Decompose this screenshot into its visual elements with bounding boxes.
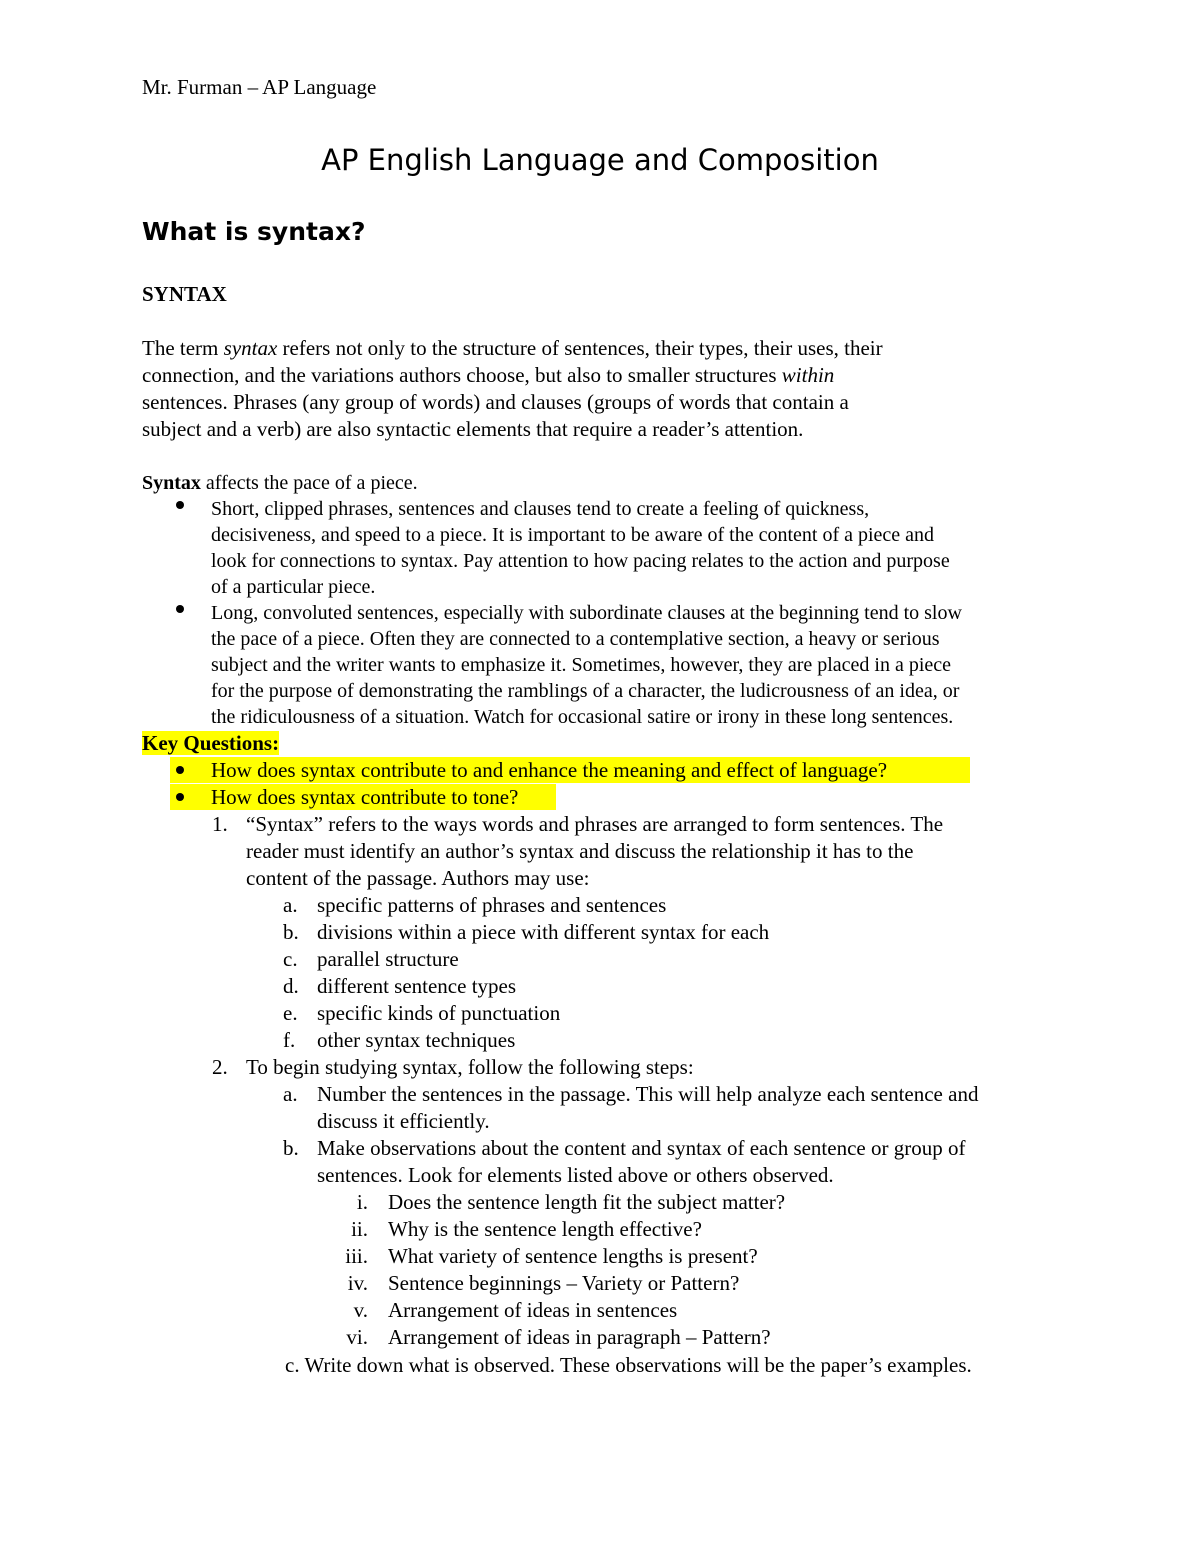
list-letter: d. — [283, 974, 299, 998]
item2a-line-2: discuss it efficiently. — [317, 1109, 490, 1133]
list-item: What variety of sentence lengths is present? — [388, 1244, 758, 1268]
pace-bullet-1-line-1: Short, clipped phrases, sentences and clauses tend to create a feeling of quickness, — [211, 498, 870, 520]
list-letter: f. — [283, 1028, 296, 1052]
list-item: Arrangement of ideas in paragraph – Pattern? — [388, 1325, 771, 1349]
pace-bullet-1-line-3: look for connections to syntax. Pay attention to how pacing relates to the action and purpose — [211, 550, 950, 572]
pace-bullet-1-line-4: of a particular piece. — [211, 576, 376, 598]
list-item: parallel structure — [317, 947, 459, 971]
pace-bullet-2-line-4: for the purpose of demonstrating the ramblings of a character, the ludicrousness of an idea, or — [211, 680, 960, 702]
intro-italic-within: within — [781, 363, 835, 387]
item2c-text: c. Write down what is observed. These observations will be the paper’s examples. — [285, 1353, 972, 1377]
list-letter: a. — [283, 893, 298, 917]
list-item: Sentence beginnings – Variety or Pattern? — [388, 1271, 740, 1295]
bullet-icon — [176, 793, 184, 801]
list-letter: b. — [283, 920, 299, 944]
list-number-2: 2. — [212, 1055, 228, 1079]
key-questions-label: Key Questions: — [142, 731, 280, 755]
list-letter: a. — [283, 1082, 298, 1106]
intro-line-2 — [142, 362, 834, 388]
list-roman: iv. — [347, 1271, 368, 1295]
pace-intro — [142, 470, 418, 496]
item2-text: To begin studying syntax, follow the following steps: — [246, 1055, 694, 1079]
list-item: specific patterns of phrases and sentences — [317, 893, 667, 917]
list-letter: c. — [283, 947, 298, 971]
key-questions-heading — [142, 730, 279, 756]
intro-text: The term — [142, 336, 224, 360]
list-item: different sentence types — [317, 974, 517, 998]
pace-bullet-1-line-2: decisiveness, and speed to a piece. It is important to be aware of the content of a piece and — [211, 524, 935, 546]
pace-bullet-2-line-2: the pace of a piece. Often they are connected to a contemplative section, a heavy or serious — [211, 628, 940, 650]
document-title: AP English Language and Composition — [321, 143, 879, 177]
list-item: specific kinds of punctuation — [317, 1001, 561, 1025]
key-question-2: How does syntax contribute to tone? — [211, 785, 519, 809]
intro-line-1 — [142, 335, 883, 361]
list-item: other syntax techniques — [317, 1028, 516, 1052]
item1-line-1: “Syntax” refers to the ways words and phrases are arranged to form sentences. The — [246, 812, 944, 836]
pace-bullet-2-line-5: the ridiculousness of a situation. Watch for occasional satire or irony in these long sentences. — [211, 706, 954, 728]
pace-bold-syntax: Syntax — [142, 472, 201, 494]
intro-italic-syntax: syntax — [223, 336, 278, 360]
intro-text: connection, and the variations authors choose, but also to smaller structures — [142, 363, 782, 387]
section-subtitle: What is syntax? — [142, 217, 366, 246]
list-number-1: 1. — [212, 812, 228, 836]
item2b-line-2: sentences. Look for elements listed above or others observed. — [317, 1163, 834, 1187]
list-item: divisions within a piece with different syntax for each — [317, 920, 770, 944]
list-item: Arrangement of ideas in sentences — [388, 1298, 678, 1322]
bullet-icon — [176, 501, 184, 509]
list-letter: e. — [283, 1001, 298, 1025]
list-roman: i. — [356, 1190, 368, 1214]
bullet-icon — [176, 605, 184, 613]
list-roman: vi. — [346, 1325, 368, 1349]
list-item: Why is the sentence length effective? — [388, 1217, 702, 1241]
intro-line-4: subject and a verb) are also syntactic elements that require a reader’s attention. — [142, 417, 804, 441]
item1-line-3: content of the passage. Authors may use: — [246, 866, 590, 890]
pace-bullet-2-line-3: subject and the writer wants to emphasize it. Sometimes, however, they are placed in a piece — [211, 654, 952, 676]
list-item: Does the sentence length fit the subject matter? — [388, 1190, 786, 1214]
bullet-icon — [176, 766, 184, 774]
intro-line-3: sentences. Phrases (any group of words) and clauses (groups of words that contain a — [142, 390, 849, 414]
list-roman: ii. — [351, 1217, 368, 1241]
pace-intro-text: affects the pace of a piece. — [200, 472, 418, 494]
syntax-heading: SYNTAX — [142, 282, 227, 306]
intro-text: refers not only to the structure of sentences, their types, their uses, their — [277, 336, 883, 360]
list-roman: v. — [353, 1298, 368, 1322]
pace-bullet-2-line-1: Long, convoluted sentences, especially with subordinate clauses at the beginning tend to slow — [211, 602, 962, 624]
list-roman: iii. — [345, 1244, 368, 1268]
item1-line-2: reader must identify an author’s syntax and discuss the relationship it has to the — [246, 839, 914, 863]
item2b-line-1: Make observations about the content and syntax of each sentence or group of — [317, 1136, 966, 1160]
header-text: Mr. Furman – AP Language — [142, 75, 377, 99]
item2a-line-1: Number the sentences in the passage. This will help analyze each sentence and — [317, 1082, 979, 1106]
list-letter: b. — [283, 1136, 299, 1160]
key-question-1: How does syntax contribute to and enhance the meaning and effect of language? — [211, 758, 888, 782]
